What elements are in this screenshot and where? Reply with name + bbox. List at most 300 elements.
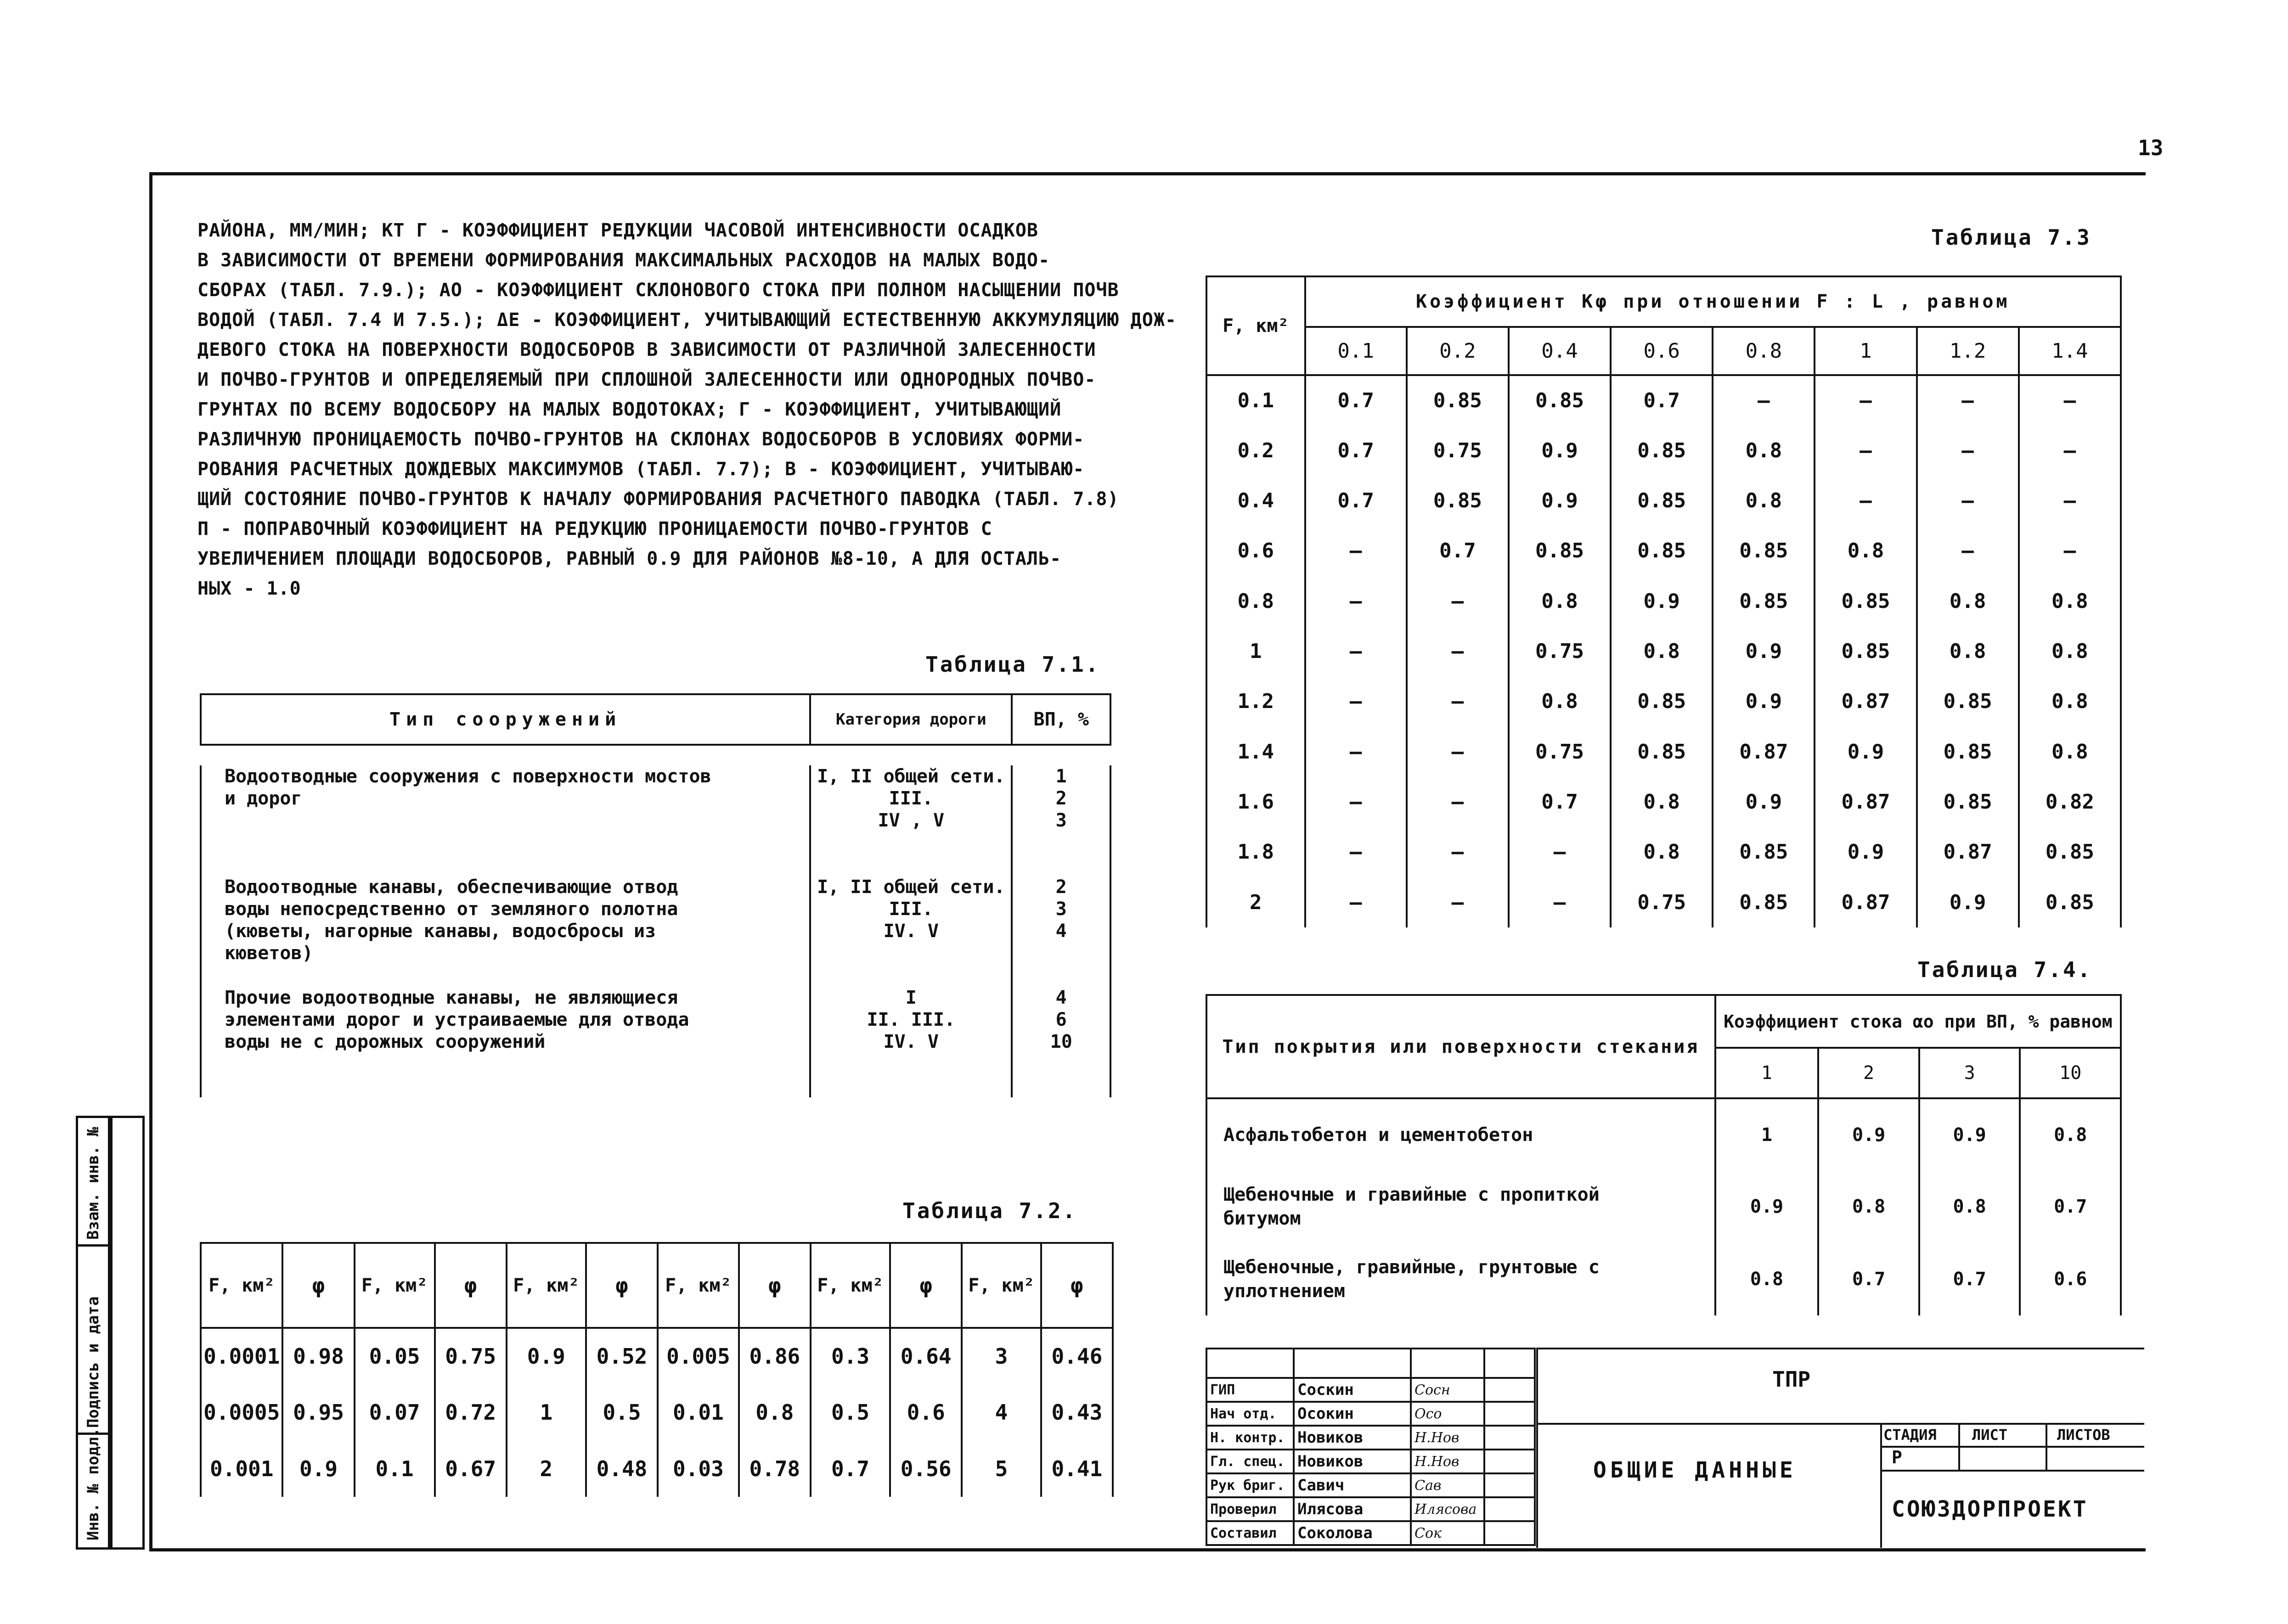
t72-header-f: F, км² — [811, 1243, 890, 1328]
table-7-2-caption: Таблица 7.2. — [902, 1198, 1077, 1223]
t72-cell: 0.75 — [435, 1328, 507, 1384]
t73-cell: 0.7 — [1305, 476, 1407, 526]
t73-cell: 0.85 — [1713, 526, 1815, 576]
t74-cell: 0.7 — [1818, 1243, 1919, 1315]
table-row — [201, 876, 1110, 987]
t73-cell: 0.85 — [1713, 877, 1815, 927]
t73-cell: — — [2019, 526, 2121, 576]
table-row — [1206, 1171, 2121, 1243]
t71-category-line: IV. V — [883, 1031, 939, 1052]
t73-cell: — — [1407, 727, 1509, 777]
stamp-role: Рук бриг. — [1206, 1473, 1294, 1497]
t72-cell: 0.48 — [586, 1440, 658, 1497]
t71-category-line: I — [905, 987, 917, 1008]
t73-cell: 0.85 — [1815, 626, 1916, 676]
intro-paragraph — [197, 216, 1177, 604]
t71-type-line: кюветов) — [225, 943, 313, 964]
t74-label-cell — [1206, 1098, 1715, 1171]
t73-cell: — — [2019, 375, 2121, 425]
t73-header-f: F, км² — [1206, 276, 1305, 375]
t73-cell: 0.87 — [1815, 676, 1916, 726]
t73-cell: — — [1305, 727, 1407, 777]
t71-vp-line: 2 — [1055, 788, 1067, 809]
t72-header-phi: φ — [282, 1243, 354, 1328]
t72-cell: 0.7 — [811, 1440, 890, 1497]
t72-cell: 0.52 — [586, 1328, 658, 1384]
t73-cell: — — [1305, 576, 1407, 626]
stamp-date — [1484, 1402, 1535, 1426]
t71-type-line: (кюветы, нагорные канавы, водосбросы из — [225, 921, 656, 942]
t72-cell: 0.72 — [435, 1384, 507, 1441]
t73-ratio: 0.2 — [1407, 327, 1509, 375]
t73-cell: 0.87 — [1815, 777, 1916, 827]
t73-cell: 0.9 — [1815, 827, 1916, 877]
stamp-signature: Сав — [1411, 1473, 1484, 1497]
t74-label-line: Асфальтобетон и цементобетон — [1223, 1124, 1533, 1146]
t73-cell: 0.85 — [1611, 425, 1713, 475]
t73-cell: 0.7 — [1305, 425, 1407, 475]
t71-type-line: Водоотводные сооружения с поверхности мостов — [225, 766, 711, 787]
t74-header-type: Тип покрытия или поверхности стекания — [1206, 995, 1715, 1098]
t71-category-line: IV , V — [878, 810, 945, 832]
t73-cell: 0.9 — [1815, 727, 1916, 777]
t73-cell: — — [2019, 425, 2121, 475]
t73-cell: 0.7 — [1509, 777, 1611, 827]
t73-cell: 0.85 — [1407, 375, 1509, 425]
t73-f-cell: 1.6 — [1206, 777, 1305, 827]
t72-header-f: F, км² — [658, 1243, 739, 1328]
stamp-date — [1484, 1426, 1535, 1450]
t74-vp: 2 — [1818, 1048, 1919, 1098]
t73-cell: 0.8 — [1917, 576, 2019, 626]
t71-type-line: воды не с дорожных сооружений — [225, 1031, 546, 1052]
t73-f-cell: 1 — [1206, 626, 1305, 676]
intro-line: РАЗЛИЧНУЮ ПРОНИЦАЕМОСТЬ ПОЧВО-ГРУНТОВ НА СКЛОНАХ ВОДОСБОРОВ В УСЛОВИЯХ ФОРМИ- — [197, 429, 1085, 450]
t72-cell: 0.41 — [1041, 1440, 1113, 1497]
stamp-role: Нач отд. — [1206, 1402, 1294, 1426]
intro-line: РАЙОНA, ММ/МИН; KT Γ - КОЭФФИЦИЕНТ РЕДУКЦИИ ЧАСОВОЙ ИНТЕНСИВНОСТИ ОСАДКОВ — [197, 220, 1038, 241]
table-row — [201, 1328, 1113, 1384]
t71-category-line: I, II общей сети. — [817, 877, 1005, 898]
t73-cell: — — [1305, 777, 1407, 827]
t73-cell: 0.85 — [1713, 827, 1815, 877]
t71-vp-line: 10 — [1050, 1031, 1072, 1052]
t74-cell: 0.8 — [2020, 1098, 2121, 1171]
stamp-signatures — [1206, 1348, 1536, 1546]
t72-cell: 0.98 — [282, 1328, 354, 1384]
t73-ratio: 0.4 — [1509, 327, 1611, 375]
t73-f-cell: 0.4 — [1206, 476, 1305, 526]
t72-cell: 2 — [507, 1440, 586, 1497]
t72-cell: 0.03 — [658, 1440, 739, 1497]
t73-cell: 0.8 — [1611, 827, 1713, 877]
t71-spacer — [201, 745, 1110, 765]
t73-cell: — — [1407, 877, 1509, 927]
stamp-sheet-label: ЛИСТ — [1972, 1426, 2008, 1444]
table-row — [201, 987, 1110, 1097]
t74-cell: 0.8 — [1919, 1171, 2020, 1243]
t73-cell: — — [1815, 425, 1916, 475]
t72-cell: 0.43 — [1041, 1384, 1113, 1441]
side-label-signature: Подпись и дата — [84, 1296, 102, 1428]
stamp-role: Составил — [1206, 1521, 1294, 1545]
t73-cell: 0.87 — [1713, 727, 1815, 777]
intro-line: СБОРАХ (ТАБЛ. 7.9.); ΑО - КОЭФФИЦИЕНТ СКЛОНОВОГО СТОКА ПРИ ПОЛНОМ НАСЫЩЕНИИ ПОЧВ — [197, 280, 1119, 301]
stamp-date — [1484, 1450, 1535, 1473]
stamp-name: Соколова — [1294, 1521, 1411, 1545]
table-row — [1206, 526, 2121, 576]
stamp-info — [1536, 1348, 2144, 1548]
table-7-4-caption: Таблица 7.4. — [1917, 957, 2092, 982]
t73-ratio: 1.2 — [1917, 327, 2019, 375]
t73-cell: — — [1815, 476, 1916, 526]
t71-vp-line: 4 — [1055, 921, 1067, 942]
t73-cell: 0.85 — [1611, 476, 1713, 526]
t71-spacer — [201, 1097, 1110, 1120]
t73-cell: — — [1407, 576, 1509, 626]
t72-cell: 0.8 — [739, 1384, 811, 1441]
t73-cell: 0.7 — [1611, 375, 1713, 425]
table-row — [1206, 476, 2121, 526]
t71-header-type: Тип сооружений — [201, 694, 810, 745]
t73-f-cell: 2 — [1206, 877, 1305, 927]
stamp-date — [1484, 1378, 1535, 1402]
t73-cell: 0.8 — [1815, 526, 1916, 576]
t72-cell: 0.9 — [507, 1328, 586, 1384]
t73-cell: 0.8 — [1509, 676, 1611, 726]
t72-header-f: F, км² — [355, 1243, 435, 1328]
stamp-date — [1484, 1497, 1535, 1521]
t74-header-group: Коэффициент стока αо при ВП, % равном — [1715, 995, 2121, 1048]
t73-cell: — — [1509, 877, 1611, 927]
t72-cell: 0.001 — [201, 1440, 282, 1497]
stamp-role: ГИП — [1206, 1378, 1294, 1402]
t72-header-phi: φ — [1041, 1243, 1113, 1328]
t72-cell: 0.5 — [811, 1384, 890, 1441]
t73-f-cell: 0.1 — [1206, 375, 1305, 425]
t73-cell: — — [1407, 827, 1509, 877]
t73-cell: 0.85 — [2019, 877, 2121, 927]
t73-cell: 0.9 — [1509, 425, 1611, 475]
t73-cell: — — [1305, 526, 1407, 576]
t71-vp-line: 2 — [1055, 877, 1067, 898]
t73-cell: 0.85 — [1611, 727, 1713, 777]
t73-cell: — — [1407, 626, 1509, 676]
table-row — [201, 1384, 1113, 1441]
table-row — [1206, 626, 2121, 676]
t71-vp-cell — [1012, 765, 1110, 876]
table-7-3 — [1206, 275, 2122, 927]
stamp-row — [1206, 1378, 1535, 1402]
stamp-stage-value: Р — [1892, 1447, 1902, 1467]
stamp-row — [1206, 1450, 1535, 1473]
intro-line: ДЕВОГО СТОКА НА ПОВЕРХНОСТИ ВОДОСБОРОВ В ЗАВИСИМОСТИ ОТ РАЗЛИЧНОЙ ЗАЛЕСЕННОСТИ — [197, 339, 1096, 360]
stamp-signature: Илясова — [1411, 1497, 1484, 1521]
t71-category-line: II. III. — [867, 1009, 956, 1030]
t73-ratio: 1.4 — [2019, 327, 2121, 375]
table-7-1-caption: Таблица 7.1. — [925, 652, 1100, 677]
t72-header-phi: φ — [586, 1243, 658, 1328]
t73-cell: 0.8 — [1917, 626, 2019, 676]
t72-cell: 0.01 — [658, 1384, 739, 1441]
stamp-name: Новиков — [1294, 1450, 1411, 1473]
t74-cell: 0.9 — [1919, 1098, 2020, 1171]
t71-type-line: воды непосредственно от земляного полотна — [225, 899, 678, 920]
t73-cell: — — [1509, 827, 1611, 877]
t72-cell: 0.05 — [355, 1328, 435, 1384]
table-7-4 — [1206, 994, 2122, 1315]
t74-label-line: Щебеночные и гравийные с пропиткой — [1223, 1184, 1600, 1206]
side-label-inv: Инв. № подл. — [84, 1427, 102, 1540]
table-row — [1206, 1243, 2121, 1315]
stamp-name: Илясова — [1294, 1497, 1411, 1521]
table-row — [1206, 877, 2121, 927]
t73-cell: 0.87 — [1917, 827, 2019, 877]
t73-cell: — — [1305, 877, 1407, 927]
t72-header-f: F, км² — [201, 1243, 282, 1328]
t74-cell: 0.8 — [1715, 1243, 1819, 1315]
intro-line: ВОДОЙ (ТАБЛ. 7.4 И 7.5.); ΔЕ - КОЭФФИЦИЕНТ, УЧИТЫВАЮЩИЙ ЕСТЕСТВЕННУЮ АККУМУЛЯЦИЮ ДОЖ- — [197, 309, 1177, 331]
t73-cell: 0.82 — [2019, 777, 2121, 827]
t73-f-cell: 1.2 — [1206, 676, 1305, 726]
t74-cell: 0.9 — [1715, 1171, 1819, 1243]
stamp-date — [1484, 1473, 1535, 1497]
t73-cell: 0.85 — [1611, 676, 1713, 726]
intro-line: ЩИЙ СОСТОЯНИЕ ПОЧВО-ГРУНТОВ К НАЧАЛУ ФОРМИРОВАНИЯ РАСЧЕТНОГО ПАВОДКА (ТАБЛ. 7.8) — [197, 489, 1119, 510]
t72-cell: 0.95 — [282, 1384, 354, 1441]
t73-cell: 0.85 — [1713, 576, 1815, 626]
table-row — [1206, 375, 2121, 425]
t74-cell: 0.6 — [2020, 1243, 2121, 1315]
t72-cell: 0.0001 — [201, 1328, 282, 1384]
table-row — [1206, 425, 2121, 475]
t73-cell: 0.75 — [1611, 877, 1713, 927]
table-row — [1206, 576, 2121, 626]
t73-cell: — — [1713, 375, 1815, 425]
side-strip — [76, 1116, 149, 1545]
t73-cell: 0.7 — [1407, 526, 1509, 576]
t73-ratio: 1 — [1815, 327, 1916, 375]
t73-cell: — — [1407, 676, 1509, 726]
t74-label-line: Щебеночные, гравийные, грунтовые с — [1223, 1257, 1600, 1278]
t73-cell: — — [1407, 777, 1509, 827]
t74-cell: 0.8 — [1818, 1171, 1919, 1243]
t71-type-cell — [201, 876, 810, 987]
intro-line: П - ПОПРАВОЧНЫЙ КОЭФФИЦИЕНТ НА РЕДУКЦИЮ ПРОНИЦАЕМОСТИ ПОЧВО-ГРУНТОВ С — [197, 518, 992, 539]
t71-vp-line: 1 — [1055, 766, 1067, 787]
t71-type-line: Водоотводные канавы, обеспечивающие отвод — [225, 877, 678, 898]
t73-cell: 0.85 — [2019, 827, 2121, 877]
t73-ratio: 0.6 — [1611, 327, 1713, 375]
t72-cell: 0.9 — [282, 1440, 354, 1497]
stamp-role: Проверил — [1206, 1497, 1294, 1521]
t73-cell: 0.85 — [1611, 526, 1713, 576]
t74-vp: 3 — [1919, 1048, 2020, 1098]
intro-line: В ЗАВИСИМОСТИ ОТ ВРЕМЕНИ ФОРМИРОВАНИЯ МАКСИМАЛЬНЫХ РАСХОДОВ НА МАЛЫХ ВОДО- — [197, 250, 1050, 271]
t71-category-cell — [810, 987, 1012, 1097]
t72-cell: 0.005 — [658, 1328, 739, 1384]
t73-cell: 0.9 — [1713, 676, 1815, 726]
t71-header-category: Категория дороги — [810, 694, 1012, 745]
t73-cell: 0.8 — [1611, 777, 1713, 827]
t71-category-line: III. — [889, 788, 933, 809]
t72-cell: 1 — [507, 1384, 586, 1441]
t73-cell: — — [1815, 375, 1916, 425]
table-row — [201, 765, 1110, 876]
t72-header-f: F, км² — [962, 1243, 1041, 1328]
t73-f-cell: 1.4 — [1206, 727, 1305, 777]
t73-ratio: 0.1 — [1305, 327, 1407, 375]
t71-vp-line: 6 — [1055, 1009, 1067, 1030]
stamp-sheets-label: ЛИСТОВ — [2057, 1426, 2110, 1444]
intro-line: НЫХ - 1.0 — [197, 578, 301, 599]
t72-header-f: F, км² — [507, 1243, 586, 1328]
t73-f-cell: 0.8 — [1206, 576, 1305, 626]
stamp-title: ОБЩИЕ ДАННЫЕ — [1593, 1457, 1797, 1483]
t71-category-line: IV. V — [883, 921, 939, 942]
t71-category-cell — [810, 876, 1012, 987]
table-row — [201, 1440, 1113, 1497]
t71-type-cell — [201, 987, 810, 1097]
table-7-2 — [200, 1242, 1114, 1497]
table-row — [1206, 777, 2121, 827]
t73-cell: 0.8 — [2019, 576, 2121, 626]
t71-category-line: III. — [889, 899, 933, 920]
t71-vp-line: 3 — [1055, 899, 1067, 920]
intro-line: ГРУНТАХ ПО ВСЕМУ ВОДОСБОРУ НА МАЛЫХ ВОДОТОКАХ; Γ - КОЭФФИЦИЕНТ, УЧИТЫВАЮЩИЙ — [197, 399, 1062, 420]
intro-line: И ПОЧВО-ГРУНТОВ И ОПРЕДЕЛЯЕМЫЙ ПРИ СПЛОШНОЙ ЗАЛЕСЕННОСТИ ИЛИ ОДНОРОДНЫХ ПОЧВО- — [197, 369, 1096, 390]
t73-cell: — — [1305, 676, 1407, 726]
stamp-role: Н. контр. — [1206, 1426, 1294, 1450]
table-7-1 — [200, 693, 1111, 1120]
t73-cell: 0.85 — [1407, 476, 1509, 526]
table-7-3-caption: Таблица 7.3 — [1931, 225, 2091, 250]
t73-cell: 0.8 — [2019, 626, 2121, 676]
t72-cell: 0.78 — [739, 1440, 811, 1497]
t73-cell: 0.8 — [1713, 425, 1815, 475]
t72-cell: 0.0005 — [201, 1384, 282, 1441]
t74-label-cell — [1206, 1243, 1715, 1315]
t73-cell: 0.75 — [1407, 425, 1509, 475]
t72-header-phi: φ — [435, 1243, 507, 1328]
t73-cell: 0.9 — [1509, 476, 1611, 526]
t73-header-group: Коэффициент Kφ при отношении F : L , равном — [1305, 276, 2121, 327]
stamp-stage-label: СТАДИЯ — [1883, 1426, 1937, 1444]
t73-cell: — — [1917, 526, 2019, 576]
t72-cell: 0.6 — [890, 1384, 962, 1441]
t71-type-line: Прочие водоотводные канавы, не являющиеся — [225, 987, 678, 1008]
t71-type-line: элементами дорог и устраиваемые для отвода — [225, 1009, 689, 1030]
t73-cell: — — [1917, 476, 2019, 526]
t72-cell: 0.86 — [739, 1328, 811, 1384]
t74-label-cell — [1206, 1171, 1715, 1243]
t73-cell: — — [1305, 626, 1407, 676]
t73-cell: — — [1917, 375, 2019, 425]
t71-category-line: I, II общей сети. — [817, 766, 1005, 787]
t73-cell: 0.9 — [1917, 877, 2019, 927]
t71-vp-cell — [1012, 876, 1110, 987]
stamp-date — [1484, 1521, 1535, 1545]
stamp-row — [1206, 1521, 1535, 1545]
t72-cell: 0.5 — [586, 1384, 658, 1441]
side-col-inner — [108, 1116, 145, 1550]
stamp-role: Гл. спец. — [1206, 1450, 1294, 1473]
t72-cell: 0.46 — [1041, 1328, 1113, 1384]
t73-cell: 0.85 — [1917, 727, 2019, 777]
stamp-organization: СОЮЗДОРПРОЕКТ — [1892, 1496, 2088, 1522]
stamp-signature: Сосн — [1411, 1378, 1484, 1402]
t73-ratio: 0.8 — [1713, 327, 1815, 375]
t71-vp-cell — [1012, 987, 1110, 1097]
t73-cell: 0.8 — [2019, 727, 2121, 777]
t73-cell: — — [2019, 476, 2121, 526]
t73-cell: 0.7 — [1305, 375, 1407, 425]
t72-cell: 3 — [962, 1328, 1041, 1384]
stamp-name: Осокин — [1294, 1402, 1411, 1426]
stamp-name: Новиков — [1294, 1426, 1411, 1450]
intro-line: УВЕЛИЧЕНИЕМ ПЛОЩАДИ ВОДОСБОРОВ, РАВНЫЙ 0.9 ДЛЯ РАЙОНОВ №8-10, А ДЛЯ ОСТАЛЬ- — [197, 548, 1062, 569]
t73-cell: 0.9 — [1611, 576, 1713, 626]
stamp-signature: Н.Нов — [1411, 1450, 1484, 1473]
stamp-signature: Н.Нов — [1411, 1426, 1484, 1450]
t73-cell: 0.87 — [1815, 877, 1916, 927]
t74-label-line: уплотнением — [1223, 1281, 1345, 1302]
table-row — [1206, 727, 2121, 777]
stamp-code: ТПР — [1772, 1367, 1811, 1392]
t73-f-cell: 1.8 — [1206, 827, 1305, 877]
t73-cell: 0.85 — [1917, 676, 2019, 726]
t71-category-cell — [810, 765, 1012, 876]
intro-line: РОВАНИЯ РАСЧЕТНЫХ ДОЖДЕВЫХ МАКСИМУМОВ (ТАБЛ. 7.7); Β - КОЭФФИЦИЕНТ, УЧИТЫВАЮ- — [197, 459, 1085, 480]
side-label-replace: Взам. инв. № — [84, 1127, 102, 1240]
t72-cell: 0.67 — [435, 1440, 507, 1497]
t71-header-vp: ВП, % — [1012, 694, 1110, 745]
t73-cell: 0.9 — [1713, 626, 1815, 676]
t71-vp-line: 3 — [1055, 810, 1067, 832]
t73-cell: 0.85 — [1917, 777, 2019, 827]
stamp-name: Соскин — [1294, 1378, 1411, 1402]
t74-cell: 1 — [1715, 1098, 1819, 1171]
t72-cell: 0.3 — [811, 1328, 890, 1384]
t73-cell: — — [1305, 827, 1407, 877]
t71-type-cell — [201, 765, 810, 876]
stamp-row — [1206, 1426, 1535, 1450]
t72-cell: 0.1 — [355, 1440, 435, 1497]
table-row — [1206, 1098, 2121, 1171]
t72-cell: 5 — [962, 1440, 1041, 1497]
t73-cell: 0.8 — [1713, 476, 1815, 526]
t74-cell: 0.7 — [2020, 1171, 2121, 1243]
t71-type-line: и дорог — [225, 788, 302, 809]
table-row — [1206, 827, 2121, 877]
t73-cell: 0.85 — [1815, 576, 1916, 626]
t71-vp-line: 4 — [1055, 987, 1067, 1008]
t73-cell: 0.9 — [1713, 777, 1815, 827]
t73-cell: 0.8 — [1509, 576, 1611, 626]
t72-cell: 0.64 — [890, 1328, 962, 1384]
t73-cell: 0.85 — [1509, 375, 1611, 425]
stamp-signature: Сок — [1411, 1521, 1484, 1545]
t72-header-phi: φ — [890, 1243, 962, 1328]
stamp-name: Савич — [1294, 1473, 1411, 1497]
stamp-row — [1206, 1473, 1535, 1497]
t73-cell: 0.8 — [2019, 676, 2121, 726]
t72-cell: 0.56 — [890, 1440, 962, 1497]
t73-f-cell: 0.2 — [1206, 425, 1305, 475]
table-row — [1206, 676, 2121, 726]
t73-cell: 0.85 — [1509, 526, 1611, 576]
t73-cell: 0.75 — [1509, 727, 1611, 777]
